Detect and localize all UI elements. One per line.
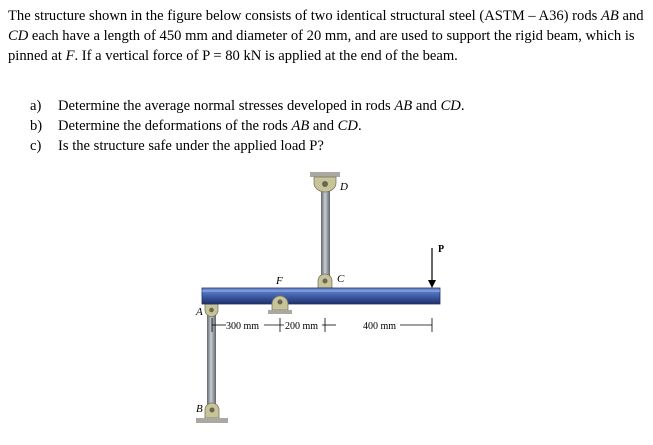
question-label: c) [30, 138, 42, 154]
dim-400-mm: 400 mm [363, 321, 397, 332]
bracket-a [205, 304, 218, 317]
label-f: F [276, 275, 283, 287]
load-p-arrow [428, 248, 436, 288]
italic-variable: F [65, 48, 75, 64]
text-run: and [412, 98, 441, 114]
dim-200-mm: 200 mm [285, 321, 319, 332]
text-run: . [357, 118, 362, 134]
text-run: . If a vertical force of P = 80 kN is applied at the end of the beam. [74, 48, 458, 64]
text-run: The structure shown in the figure below consists of two identical structural steel (ASTM – A36) rods [8, 8, 601, 24]
italic-variable: AB [394, 98, 413, 114]
label-b: B [196, 403, 203, 415]
rod-ab [207, 303, 216, 413]
bracket-c [318, 274, 332, 288]
question-label: b) [30, 118, 43, 134]
italic-variable: CD [440, 98, 461, 114]
text-run: Determine the average normal stresses developed in rods [58, 98, 395, 114]
text-run: and [309, 118, 338, 134]
italic-variable: AB [291, 118, 310, 134]
support-d [310, 172, 340, 192]
question-label: a) [30, 98, 42, 114]
dim-300-mm: 300 mm [226, 321, 260, 332]
rod-cd [321, 186, 330, 281]
text-run: each have a length of 450 mm and diameter of 20 mm, and are used to support the rigid beam, which is pinned at [8, 28, 635, 64]
italic-variable: AB [600, 8, 619, 24]
text-run: Is the structure safe under the applied load P? [58, 138, 324, 154]
italic-variable: CD [337, 118, 358, 134]
italic-variable: CD [8, 28, 29, 44]
text-run: and [618, 8, 644, 24]
label-d: D [340, 181, 348, 193]
rigid-beam [202, 288, 440, 304]
label-c: C [337, 273, 345, 285]
text-run: Determine the deformations of the rods [58, 118, 292, 134]
label-a: A [196, 306, 203, 318]
label-p: P [438, 244, 445, 255]
text-run: . [460, 98, 465, 114]
